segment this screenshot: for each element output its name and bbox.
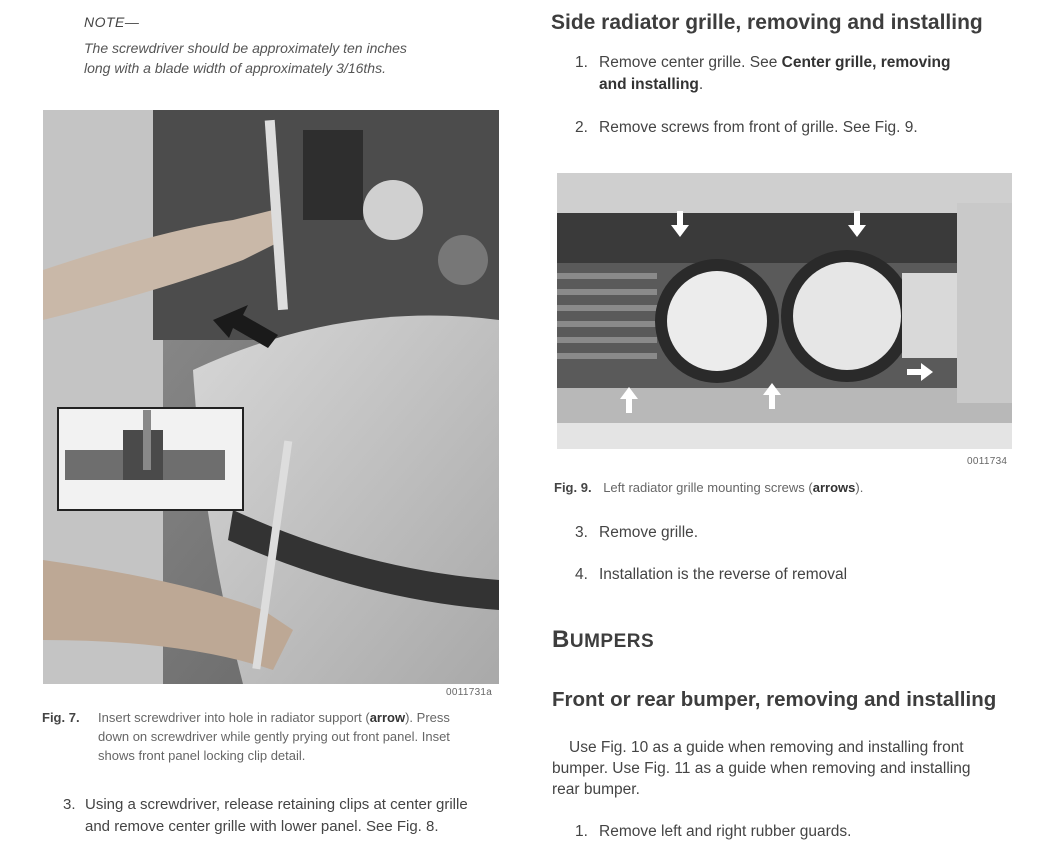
bumper-paragraph [552, 737, 1027, 800]
fig7-photo [43, 110, 499, 684]
fig9-caption [554, 478, 1014, 497]
step-link-bold: and installing [599, 76, 699, 93]
step-text: Using a screwdriver, release retaining clips at center grille [85, 796, 468, 813]
step-link-bold: Center grille, removing [781, 54, 951, 71]
fig9-code: 0011734 [967, 456, 1008, 467]
paragraph-line: Use Fig. 10 as a guide when removing and installing front [569, 739, 964, 756]
note-heading: NOTE— [84, 14, 140, 30]
step-text: Remove center grille. See [599, 54, 782, 71]
step-number: 4. [575, 566, 588, 583]
step-number: 2. [575, 119, 588, 136]
bumpers-heading-initial: B [552, 626, 570, 653]
fig9-caption-text: ). [855, 480, 864, 495]
paragraph-line: rear bumper. [552, 781, 640, 798]
bumpers-heading-rest: UMPERS [569, 631, 655, 652]
side-grille-heading: Side radiator grille, removing and installing [551, 11, 983, 34]
step-number: 3. [575, 524, 588, 541]
fig9-caption-text: Left radiator grille mounting screws ( [603, 480, 813, 495]
step-text: and remove center grille with lower panel. See Fig. 8. [85, 818, 439, 835]
fig7-caption-line: down on screwdriver while gently prying out front panel. Inset [98, 729, 450, 744]
bumpers-heading [552, 626, 654, 654]
step-text: Remove screws from front of grille. See Fig. 9. [599, 119, 918, 136]
fig7-label: Fig. 7. [42, 710, 80, 725]
step-text: Installation is the reverse of removal [599, 566, 848, 583]
fig9-photo [557, 173, 1012, 449]
side-grille-step-3 [575, 522, 698, 544]
step-number: 3. [63, 796, 76, 813]
step-3-left [63, 794, 513, 838]
fig7-caption-line: shows front panel locking clip detail. [98, 748, 306, 763]
step-number: 1. [575, 54, 588, 71]
paragraph-line: bumper. Use Fig. 11 as a guide when removing and installing [552, 760, 971, 777]
side-grille-step-1 [575, 52, 1020, 96]
note-line: long with a blade width of approximately 3/16ths. [84, 60, 386, 76]
fig9-label: Fig. 9. [554, 480, 592, 495]
note-body [84, 38, 484, 78]
fig7-code: 0011731a [446, 687, 493, 698]
side-grille-step-2 [575, 117, 918, 139]
step-text: Remove left and right rubber guards. [599, 823, 852, 840]
note-line: The screwdriver should be approximately ten inches [84, 40, 407, 56]
fig7-caption-text: Insert screwdriver into hole in radiator support ( [98, 710, 370, 725]
step-text: . [698, 76, 704, 93]
side-grille-step-4 [575, 564, 847, 586]
fig7-caption-text: ). Press [405, 710, 450, 725]
step-text: Remove grille. [599, 524, 699, 541]
step-number: 1. [575, 823, 588, 840]
bumper-subheading: Front or rear bumper, removing and installing [552, 688, 997, 711]
fig9-caption-bold: arrows [812, 480, 856, 495]
fig7-caption-bold: arrow [369, 710, 406, 725]
bumper-step-1 [575, 821, 851, 843]
fig7-caption [42, 708, 512, 765]
